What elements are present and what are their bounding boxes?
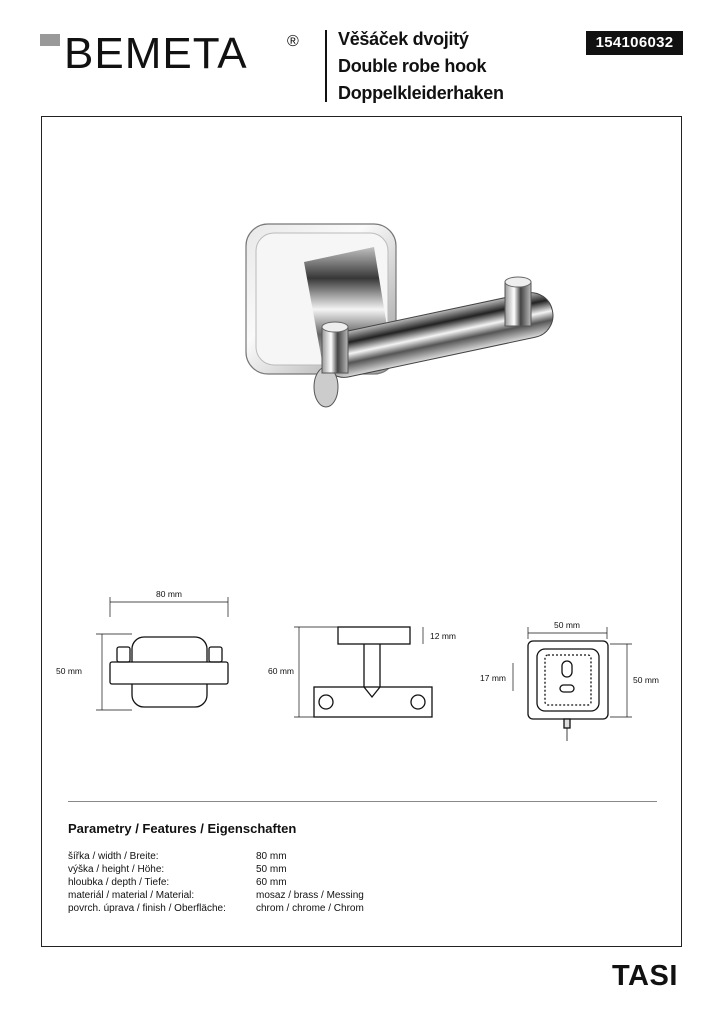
back-right-label: 50 mm (633, 675, 659, 685)
brand-name: BEMETA (64, 29, 248, 76)
parameter-value: 50 mm (256, 864, 287, 875)
side-plate-label: 12 mm (430, 631, 456, 641)
parameter-label: šířka / width / Breite: (68, 851, 159, 862)
header-separator (325, 30, 327, 102)
parameter-label: výška / height / Höhe: (68, 864, 165, 875)
parameter-row (68, 863, 364, 876)
technical-drawings (42, 577, 683, 757)
back-left-label: 17 mm (480, 673, 506, 683)
brand-logo (40, 26, 310, 76)
parameter-label: materiál / material / Material: (68, 890, 195, 901)
back-width-label: 50 mm (554, 620, 580, 630)
front-view-drawing (96, 597, 228, 710)
parameter-value: 80 mm (256, 851, 287, 862)
parameter-value: mosaz / brass / Messing (256, 890, 364, 901)
title-de: Doppelkleiderhaken (338, 83, 504, 103)
product-sheet-frame (41, 116, 682, 947)
series-name: TASI (612, 960, 678, 992)
parameters-title: Parametry / Features / Eigenschaften (68, 821, 297, 836)
product-code: 154106032 (586, 31, 683, 55)
parameters-table (68, 850, 364, 915)
side-depth-label: 60 mm (268, 666, 294, 676)
product-photo (242, 197, 562, 537)
divider (68, 801, 657, 802)
product-titles (338, 26, 504, 107)
parameter-label: povrch. úprava / finish / Oberfläche: (68, 903, 226, 914)
front-height-label: 50 mm (56, 666, 82, 676)
front-width-label: 80 mm (156, 589, 182, 599)
title-en: Double robe hook (338, 56, 487, 76)
side-view-drawing (294, 627, 432, 717)
back-view-drawing (513, 627, 632, 741)
parameter-value: chrom / chrome / Chrom (256, 903, 364, 914)
registered-mark: ® (287, 33, 299, 50)
bemeta-logo-icon (40, 26, 310, 76)
parameter-row (68, 850, 364, 863)
parameter-row (68, 876, 364, 889)
parameter-label: hloubka / depth / Tiefe: (68, 877, 170, 888)
parameter-value: 60 mm (256, 877, 287, 888)
title-cz: Věšáček dvojitý (338, 29, 469, 49)
parameter-row (68, 902, 364, 915)
parameter-row (68, 889, 364, 902)
